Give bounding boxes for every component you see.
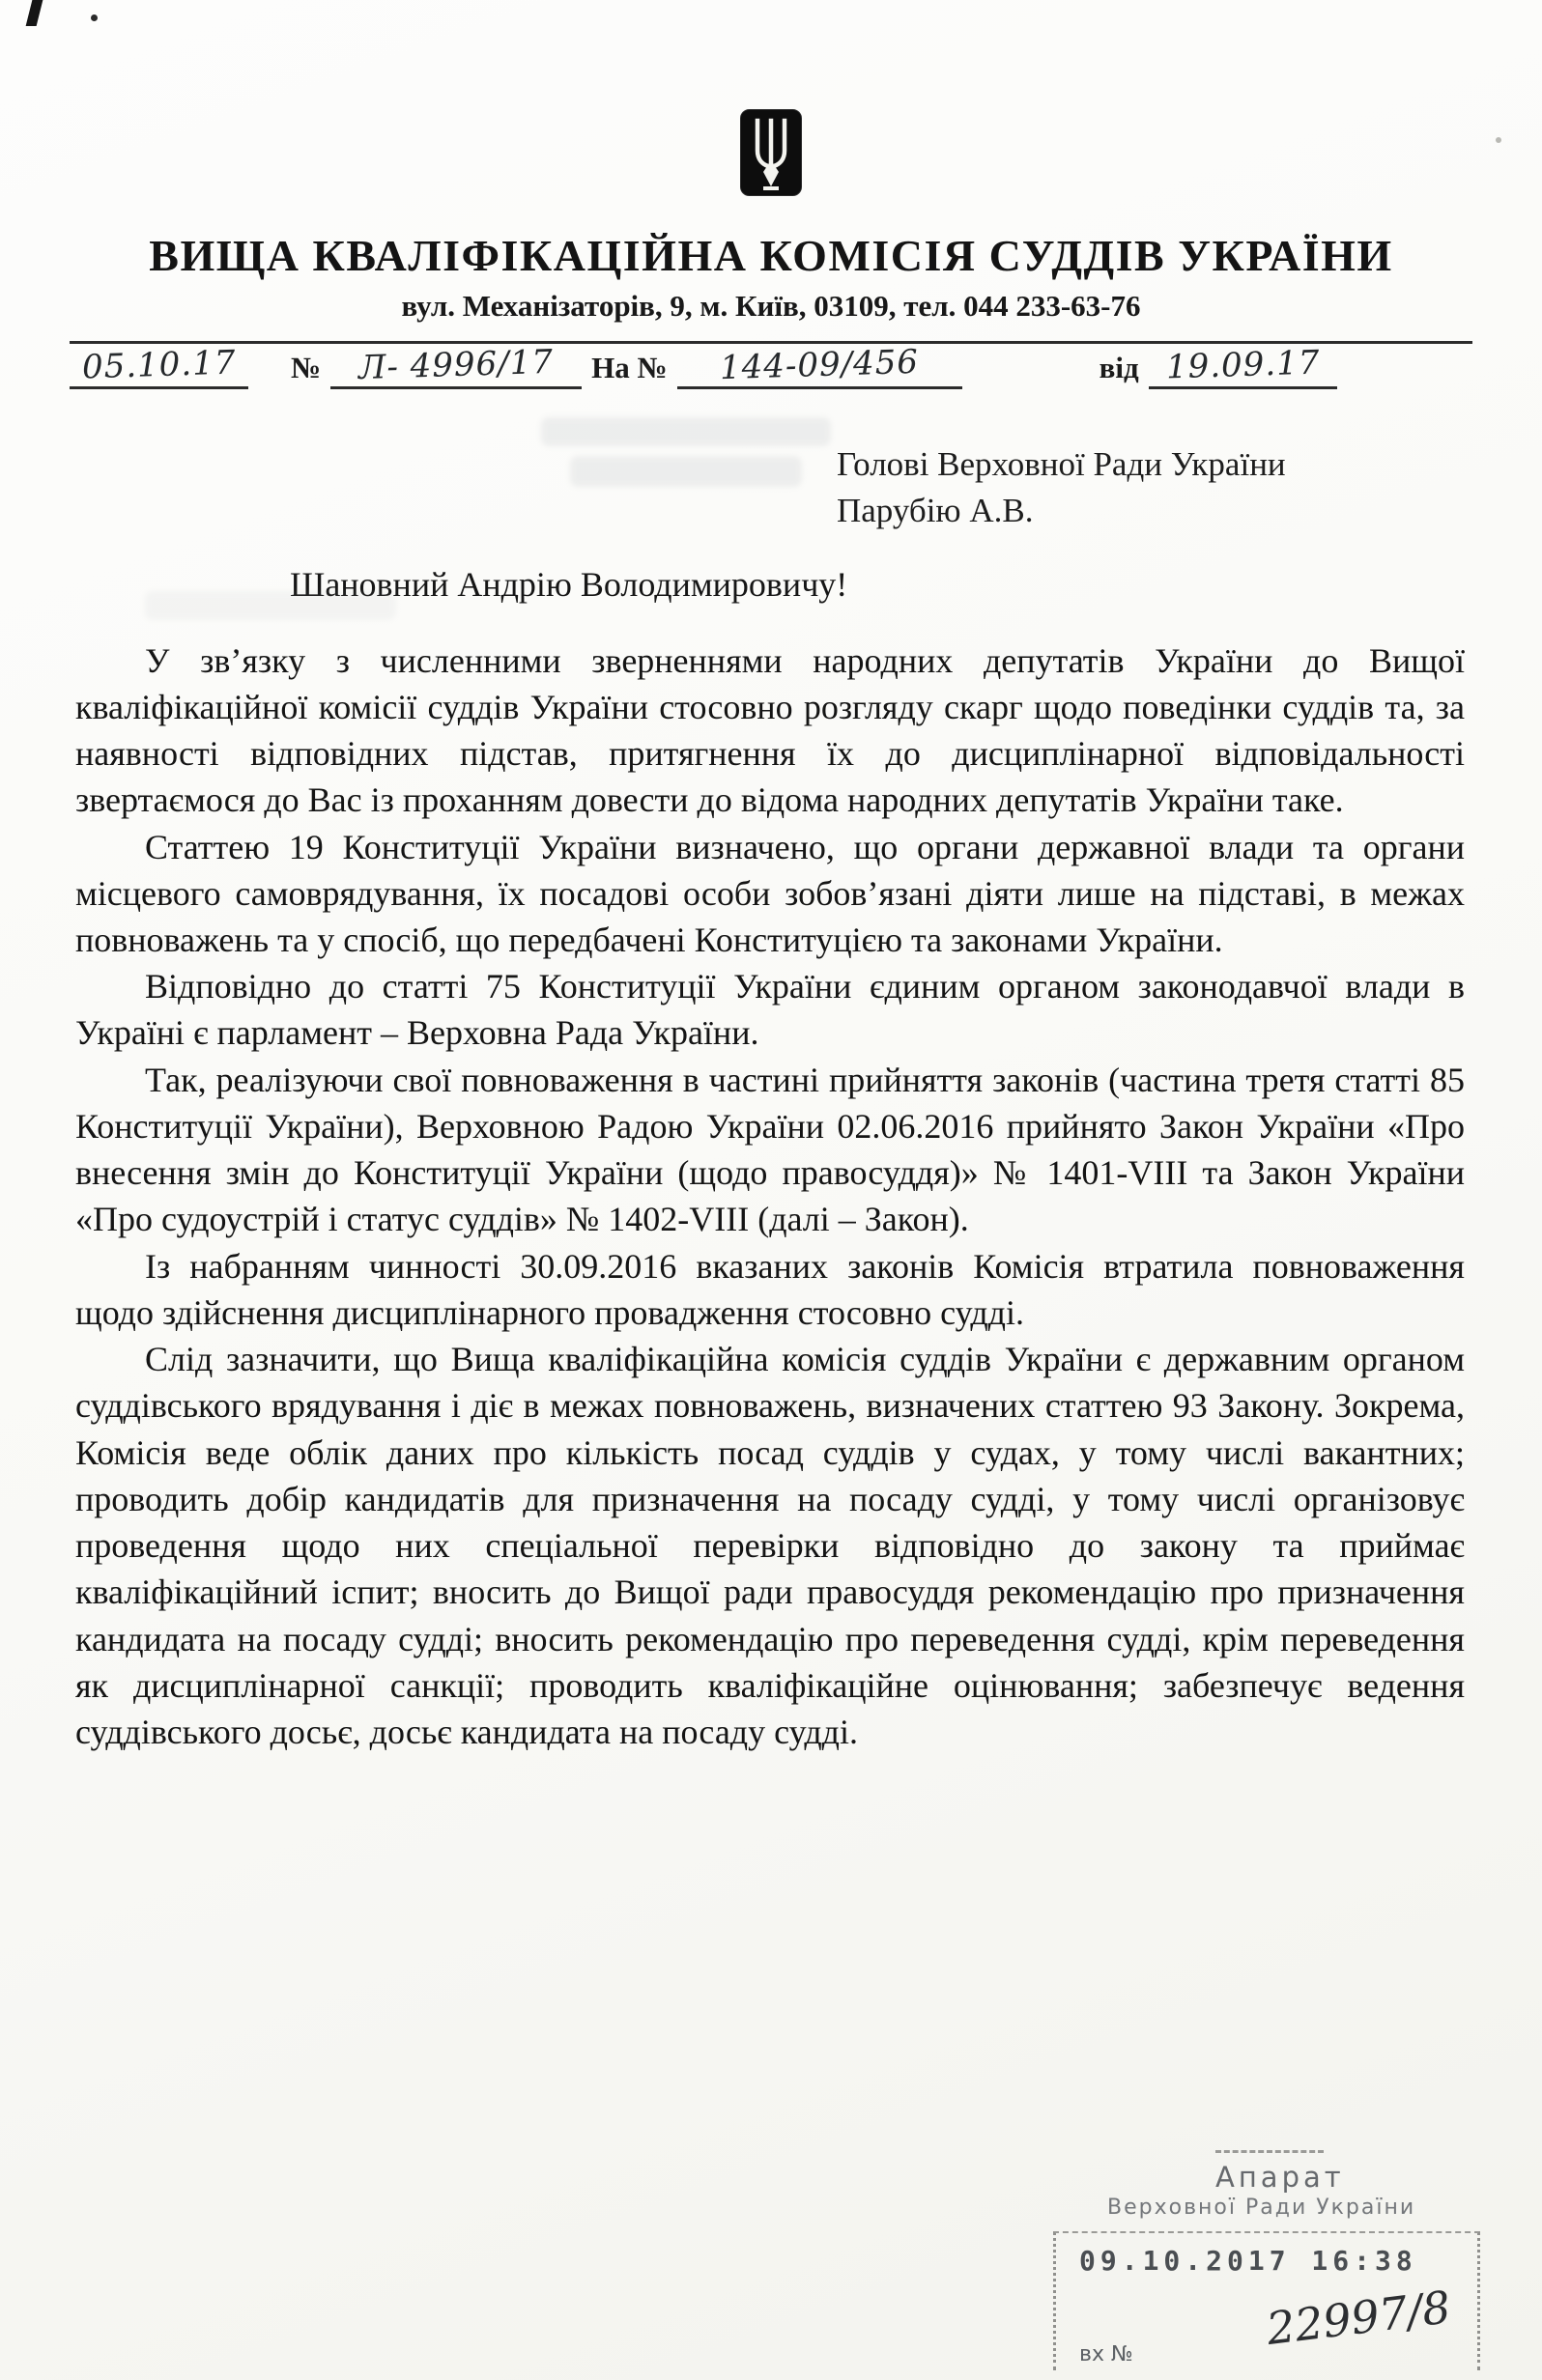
number-label: № [291, 351, 322, 384]
outgoing-date-handwritten: 05.10.17 [70, 346, 248, 389]
ukraine-trident-icon [739, 108, 803, 197]
reference-line [70, 341, 1472, 389]
outgoing-number-handwritten: Л- 4996/17 [330, 346, 582, 389]
incoming-date-handwritten: 19.09.17 [1149, 346, 1337, 389]
addressee-name: Парубію А.В. [837, 492, 1034, 530]
org-address: вул. Механізаторів, 9, м. Київ, 03109, тел. 044 233-63-76 [401, 289, 1141, 323]
salutation: Шановний Андрію Володимировичу! [290, 564, 848, 604]
scan-smudge [541, 417, 831, 446]
stamp-office-line2: Верховної Ради України [1107, 2196, 1416, 2220]
incoming-number-handwritten: 144-09/456 [677, 346, 962, 389]
scan-artifact [1496, 137, 1501, 143]
stamp-box [1053, 2231, 1480, 2370]
registration-stamp [1053, 2150, 1480, 2370]
stamp-dash-line [1215, 2150, 1324, 2153]
letter-body [75, 638, 1465, 1756]
scan-artifact [26, 0, 43, 26]
addressee-block [837, 441, 1542, 535]
from-date-label: від [1099, 351, 1139, 384]
paragraph-3: Відповідно до статті 75 Конституції України єдиним органом законодавчої влади в Україні є парламент – Верховна Рада України. [75, 967, 1465, 1053]
scan-smudge [570, 456, 802, 487]
org-name: ВИЩА КВАЛІФІКАЦІЙНА КОМІСІЯ СУДДІВ УКРАЇНИ [149, 231, 1393, 280]
paragraph-4: Так, реалізуючи свої повноваження в частині прийняття законів (частина третя статті 85 Конституції України), Верховною Радою України 02.06.2016 прийнято Закон України «Про внесення змін до Конституції України (щодо правосуддя)» № 1401-VIII та Закон України «Про судоустрій і статус суддів» № 1402-VIII (далі – Закон). [75, 1060, 1465, 1239]
stamp-registration-number: 22997/8 [1264, 2281, 1454, 2356]
paragraph-5: Із набранням чинності 30.09.2016 вказаних законів Комісія втратила повноваження щодо здійснення дисциплінарного провадження стосовно судді. [75, 1246, 1465, 1332]
paragraph-2: Статтею 19 Конституції України визначено, що органи державної влади та органи місцевого самоврядування, їх посадові особи зобов’язані діяти лише на підставі, в межах повноважень та у спосіб, що передбачені Конституцією та законами України. [75, 827, 1465, 959]
stamp-datetime: 09.10.2017 16:38 [1079, 2245, 1417, 2277]
stamp-office-line1: Апарат [1215, 2161, 1345, 2194]
stamp-footer-label: вх № [1079, 2342, 1133, 2366]
paragraph-1: У зв’язку з численними зверненнями народних депутатів України до Вищої кваліфікаційної комісії суддів України стосовно розгляду скарг щодо поведінки суддів та, за наявності відповідних підстав, притягнення їх до дисциплінарної відповідальності звертаємося до Вас із проханням довести до відома народних депутатів України таке. [75, 640, 1465, 820]
scan-smudge [145, 591, 396, 620]
scan-artifact [91, 14, 98, 21]
incoming-number-label: На № [591, 351, 668, 384]
addressee-title: Голові Верховної Ради України [837, 445, 1286, 483]
paragraph-6: Слід зазначити, що Вища кваліфікаційна комісія суддів України є державним органом суддівського врядування і діє в межах повноважень, визначених статтею 93 Закону. Зокрема, Комісія веде облік даних про кількість посад суддів у судах, у тому числі вакантних; проводить добір кандидатів для призначення на посаду судді, у тому числі організовує проведення щодо них спеціальної перевірки відповідно до закону та приймає кваліфікаційний іспит; вносить до Вищої ради правосуддя рекомендацію про призначення кандидата на посаду судді; вносить рекомендацію про переведення судді, крім переведення як дисциплінарної санкції; проводить кваліфікаційне оцінювання; забезпечує ведення суддівського досьє, досьє кандидата на посаду судді. [75, 1340, 1465, 1751]
